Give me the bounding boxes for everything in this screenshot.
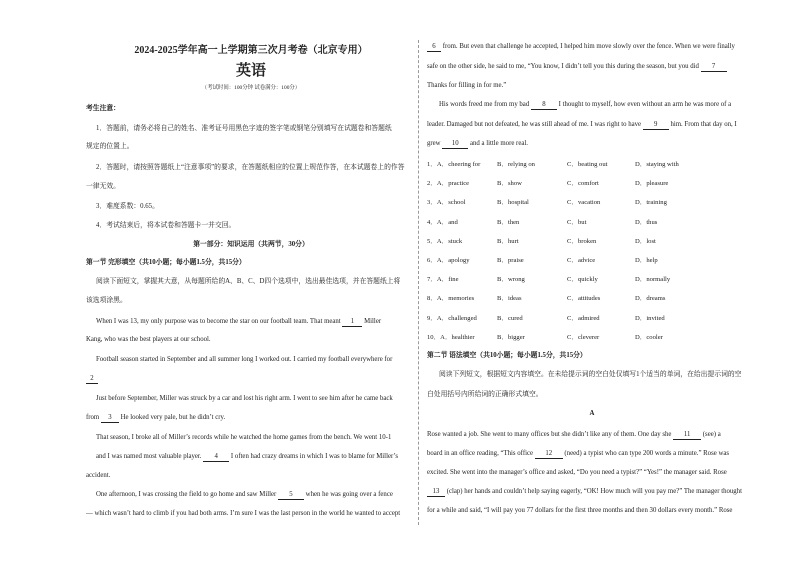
option-3-C[interactable]: C．vacation [567, 199, 601, 207]
passage-line: Thanks for filling in for me.” [427, 82, 507, 89]
option-4-A[interactable]: 4．A．and [427, 218, 458, 226]
option-9-D[interactable]: D．invited [635, 314, 665, 322]
passage-line: His words freed me from my bad 8 I thought to myself, how even without an arm he was more of a [439, 101, 732, 108]
note-1b: 规定的位置上。 [86, 143, 134, 150]
passage-line: Kang, who was the best players at our school. [86, 336, 211, 343]
option-2-C[interactable]: C．comfort [567, 180, 599, 188]
option-6-C[interactable]: C．advice [567, 257, 596, 264]
section2-heading: 第二节 语法填空（共10小题；每小题1.5分，共15分） [427, 352, 587, 359]
passage-line: Just before September, Miller was struck by a car and lost his right arm. I went to see him after he came back [96, 395, 393, 402]
option-6-D[interactable]: D．help [635, 257, 658, 264]
option-3-D[interactable]: D．training [635, 199, 667, 207]
passage-line: Rose wanted a job. She went to many offices but she didn’t like any of them. One day she 11 (see) a [427, 431, 721, 438]
passage-line: board in an office reading, “This office 12 (need) a typist who can type 200 words a minute.” Rose was [427, 450, 730, 457]
section1-instruction-b: 该选项涂黑。 [86, 297, 127, 304]
passage-line: from 3 He looked very pale, but he didn’t cry. [86, 414, 226, 421]
right-column [427, 0, 757, 562]
option-7-C[interactable]: C．quickly [567, 276, 598, 284]
note-3: 3．难度系数：0.65。 [96, 203, 159, 210]
option-4-B[interactable]: B．then [497, 218, 520, 226]
option-5-D[interactable]: D．lost [635, 237, 656, 245]
passage-line: excited. She went into the manager’s office and asked, “Do you need a typist?” “Yes!” the manager said. Rose [427, 469, 727, 476]
blank-4[interactable]: 4 [203, 452, 229, 462]
option-7-D[interactable]: D．normally [635, 276, 671, 284]
passage-line: 13 (clap) her hands and couldn’t help saying eagerly, “OK! How much will you pay me?” The manager thought [427, 487, 742, 497]
passage-line: for a while and said, “I will pay you 77 dollars for the first three months and then 30 dollars every month.” Rose [427, 507, 733, 514]
option-1-D[interactable]: D．staying with [635, 161, 679, 168]
option-8-C[interactable]: C．attitudes [567, 295, 601, 303]
blank-6[interactable]: 6 [427, 42, 441, 52]
subject-title: 英语 [235, 61, 266, 79]
passage-line: safe on the other side, he said to me, “You know, I didn’t tell you this during the season, but you did 7 [427, 62, 727, 72]
passage-a-label: A [589, 410, 595, 417]
option-2-D[interactable]: D．pleasure [635, 180, 669, 188]
column-divider [418, 40, 419, 525]
option-10-B[interactable]: B．bigger [497, 333, 525, 341]
option-10-A[interactable]: 10．A．healthier [427, 333, 475, 341]
section2-instruction-a: 阅读下列短文，根据短文内容填空。在未给提示词的空白处仅填写1个适当的单词，在给出提示词的空 [439, 371, 742, 378]
passage-line: leader. Damaged but not defeated, he was still ahead of me. I was right to have 9 him. From that day on, I [427, 121, 737, 128]
note-1a: 1．答题前，请务必将自己的姓名、准考证号用黑色字迹的签字笔或钢笔分别填写在试题卷和答题纸 [96, 125, 392, 132]
option-7-A[interactable]: 7．A．fine [427, 276, 459, 284]
exam-meta: （考试时间：100分钟 试卷满分：100分） [201, 85, 301, 91]
option-5-B[interactable]: B．hurt [497, 237, 519, 245]
passage-line [86, 374, 98, 384]
note-4: 4．考试结束后，将本试卷和答题卡一并交回。 [96, 222, 236, 229]
option-8-B[interactable]: B．ideas [497, 295, 522, 303]
note-2a: 2．答题时，请按照答题纸上“注意事项”的要求，在答题纸相应的位置上规范作答，在本试题卷上的作答 [96, 164, 405, 171]
option-7-B[interactable]: B．wrong [497, 276, 525, 284]
option-1-C[interactable]: C．beating out [567, 161, 608, 168]
blank-8[interactable]: 8 [531, 100, 557, 110]
option-10-D[interactable]: D．cooler [635, 333, 663, 341]
option-5-A[interactable]: 5．A．stuck [427, 237, 463, 245]
option-9-B[interactable]: B．cured [497, 314, 523, 322]
blank-10[interactable]: 10 [442, 139, 468, 149]
blank-9[interactable]: 9 [643, 120, 669, 130]
passage-line: grew 10 and a little more real. [427, 140, 528, 147]
left-column [86, 0, 416, 562]
option-6-B[interactable]: B．praise [497, 257, 524, 264]
option-6-A[interactable]: 6．A．apology [427, 257, 470, 264]
blank-7[interactable]: 7 [701, 62, 727, 72]
blank-13[interactable]: 13 [427, 487, 445, 497]
option-5-C[interactable]: C．broken [567, 237, 597, 245]
passage-line: Football season started in September and all summer long I worked out. I carried my football everywhere for [96, 356, 393, 363]
passage-line: One afternoon, I was crossing the field to go home and saw Miller 5 when he was going over a fence [96, 491, 393, 498]
option-9-A[interactable]: 9．A．challenged [427, 314, 477, 322]
section1-instruction-a: 阅读下面短文，掌握其大意，从每题所给的A、B、C、D四个选项中，选出最佳选项，并在答题纸上将 [96, 278, 401, 285]
exam-title: 2024-2025学年高一上学期第三次月考卷（北京专用） [134, 45, 368, 56]
blank-2[interactable]: 2 [86, 374, 98, 384]
option-8-D[interactable]: D．dreams [635, 295, 666, 303]
section2-instruction-b: 白处用括号内所给词的正确形式填空。 [427, 391, 543, 398]
passage-line: and I was named most valuable player. 4 I often had crazy dreams in which I was to blame for Miller’s [96, 453, 399, 460]
option-1-B[interactable]: B．relying on [497, 161, 535, 168]
option-1-A[interactable]: 1．A．cheering for [427, 161, 481, 168]
option-4-D[interactable]: D．thus [635, 218, 658, 226]
option-3-A[interactable]: 3．A．school [427, 199, 466, 207]
passage-line: 6 from. But even that challenge he accepted, I helped him move slowly over the fence. When we were finally [427, 42, 735, 52]
passage-line: That season, I broke all of Miller’s records while he watched the home games from the bench. We went 10-1 [96, 434, 392, 441]
option-10-C[interactable]: C．cleverer [567, 333, 600, 341]
option-3-B[interactable]: B．hospital [497, 199, 529, 207]
blank-12[interactable]: 12 [535, 449, 563, 459]
option-9-C[interactable]: C．admired [567, 314, 600, 322]
passage-line: — which wasn’t hard to climb if you had both arms. I’m sure I was the last person in the world he wanted to accept [86, 510, 401, 517]
part1-heading: 第一部分：知识运用（共两节，30分） [193, 241, 309, 248]
blank-1[interactable]: 1 [342, 317, 362, 327]
passage-line: When I was 13, my only purpose was to become the star on our football team. That meant 1 Miller [96, 318, 382, 325]
blank-11[interactable]: 11 [673, 430, 701, 440]
note-2b: 一律无效。 [86, 183, 120, 190]
blank-5[interactable]: 5 [278, 490, 304, 500]
section1-heading: 第一节 完形填空（共10小题；每小题1.5分，共15分） [86, 259, 246, 266]
option-8-A[interactable]: 8．A．memories [427, 295, 475, 303]
option-4-C[interactable]: C．but [567, 218, 587, 226]
passage-line: accident. [86, 472, 111, 479]
notes-heading: 考生注意： [86, 105, 120, 112]
blank-3[interactable]: 3 [101, 413, 119, 423]
option-2-A[interactable]: 2．A．practice [427, 180, 470, 188]
option-2-B[interactable]: B．show [497, 180, 522, 188]
